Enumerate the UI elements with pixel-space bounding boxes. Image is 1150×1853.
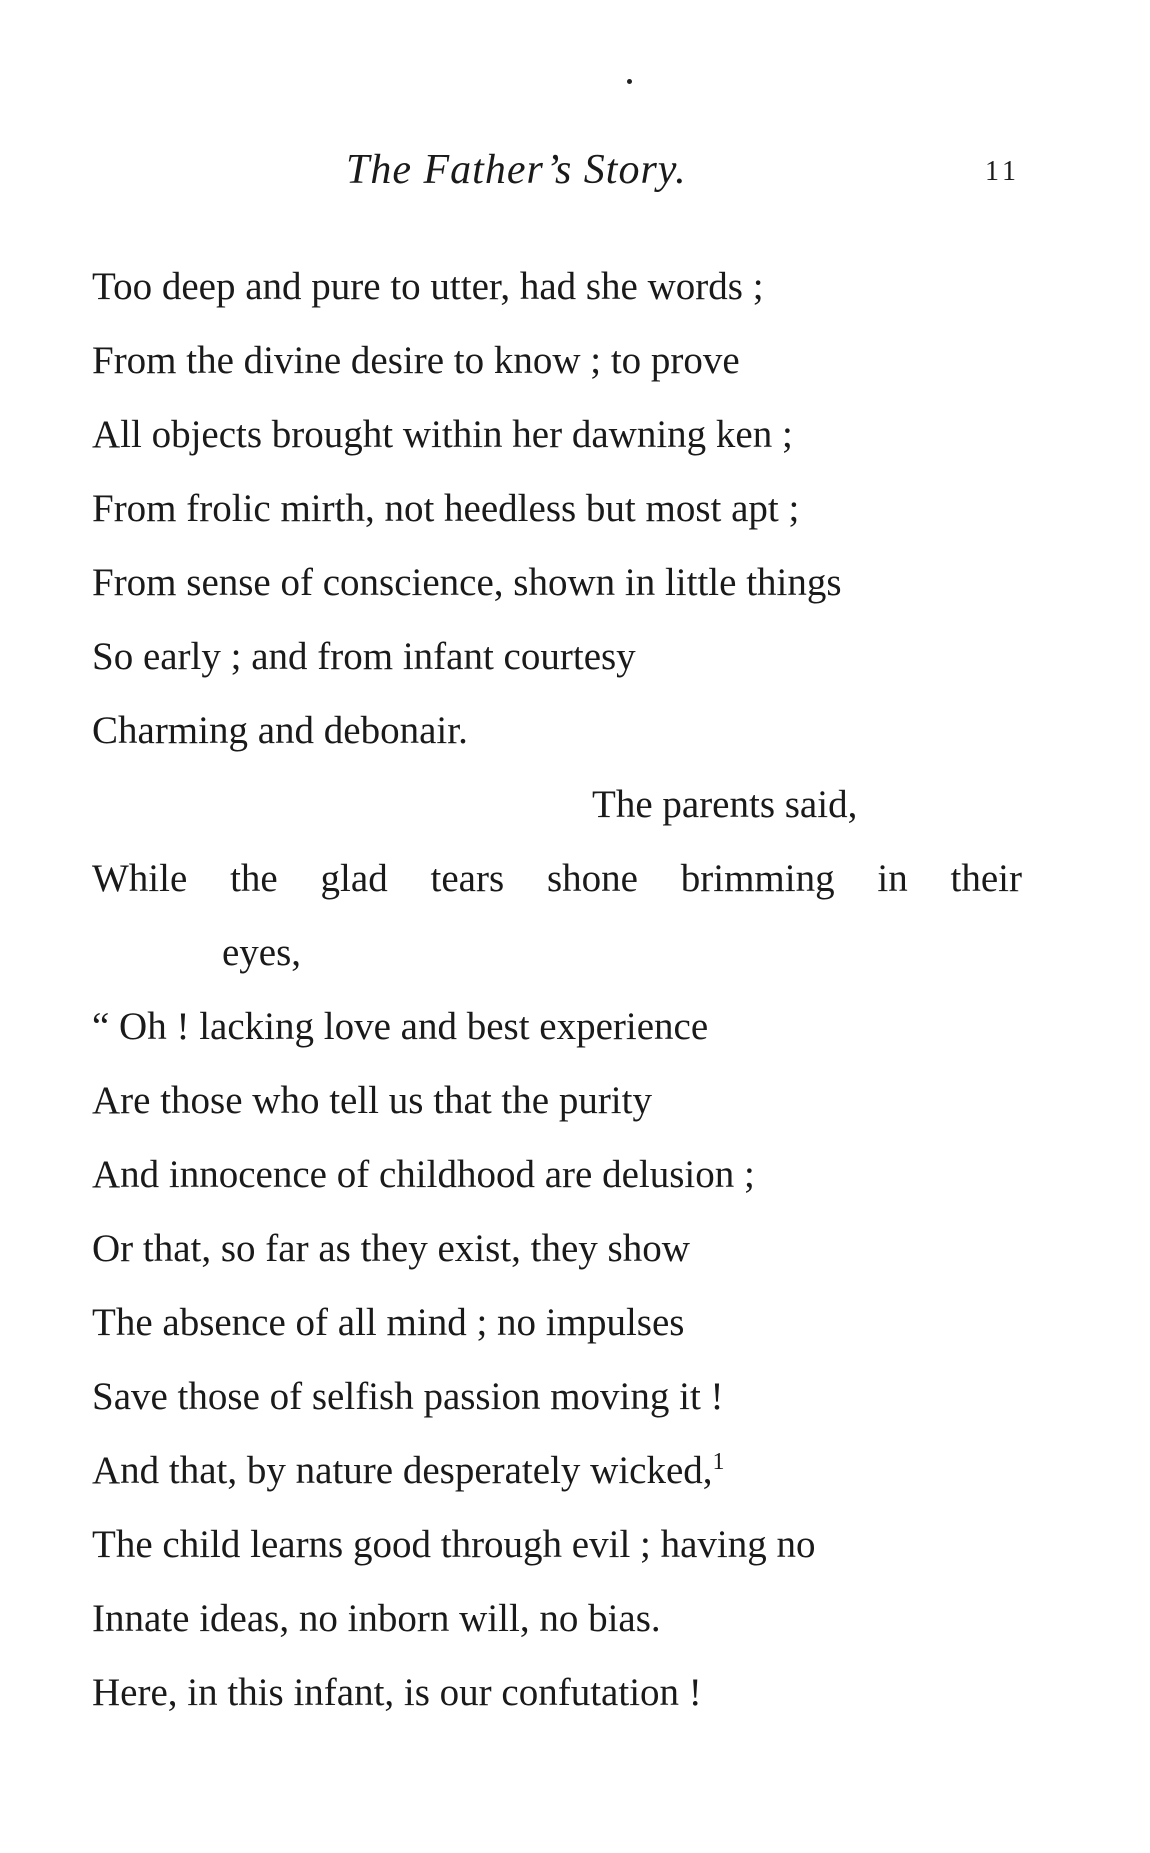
poem-line: Save those of selfish passion moving it ! [92,1375,724,1418]
poem-line-continuation: eyes, [222,931,302,974]
poem-line: And innocence of childhood are delusion ; [92,1153,755,1196]
poem-line: Too deep and pure to utter, had she words ; [92,265,764,308]
poem-line-with-footnote [92,1448,725,1494]
footnote-marker: 1 [712,1449,725,1475]
poem-line: The child learns good through evil ; having no [92,1523,816,1566]
poem-line: From frolic mirth, not heedless but most apt ; [92,487,800,530]
poem-line: So early ; and from infant courtesy [92,635,636,678]
poem-line: Innate ideas, no inborn will, no bias. [92,1597,661,1640]
poem-line: The parents said, [592,783,858,826]
poem-line: From sense of conscience, shown in little things [92,561,842,604]
poem-line: While the glad tears shone brimming in their [92,857,1022,900]
page-number: 11 [985,156,1020,187]
page-mark [627,79,632,84]
poem-line: Here, in this infant, is our confutation ! [92,1671,702,1714]
running-title: The Father’s Story. [346,147,687,193]
poem-line: Charming and debonair. [92,709,468,752]
poem-line: The absence of all mind ; no impulses [92,1301,685,1344]
poem-line-text: And that, by nature desperately wicked, [92,1449,713,1492]
poem-line: From the divine desire to know ; to prove [92,339,740,382]
poem-line: Or that, so far as they exist, they show [92,1227,690,1270]
poem-line: “ Oh ! lacking love and best experience [92,1005,709,1048]
poem-line: All objects brought within her dawning ken ; [92,413,793,456]
poem-line: Are those who tell us that the purity [92,1079,652,1122]
